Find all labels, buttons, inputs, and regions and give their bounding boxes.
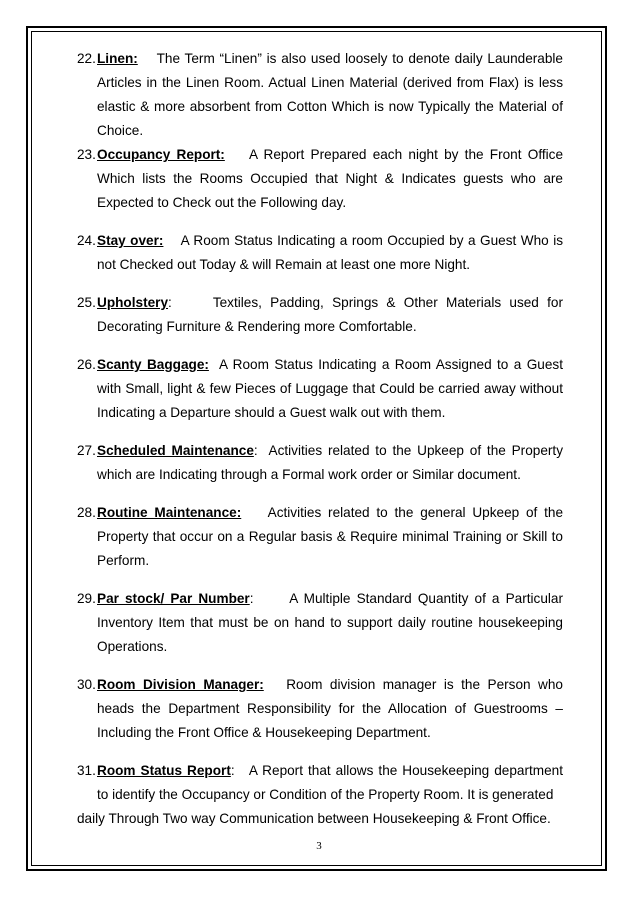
entry-definition-continuation: daily Through Two way Communication between Housekeeping & Front Office. (77, 811, 551, 826)
entry-definition: The Term “Linen” is also used loosely to denote daily Launderable Articles in the Linen Room. Actual Linen Material (derived from Flax) is less elastic & more absorbent from Cotton Which is now Typically the Material of Choice. (97, 51, 563, 138)
entry-term: Routine Maintenance: (97, 505, 242, 520)
entry-definition: A Report that allows the Housekeeping department to identify the Occupancy or Condition of the Property Room. It is generated (97, 763, 563, 802)
glossary-entry-linen (77, 47, 563, 143)
entry-definition: A Multiple Standard Quantity of a Particular Inventory Item that must be on hand to support daily routine housekeeping Operations. (97, 591, 563, 654)
entry-term: Linen: (97, 51, 138, 66)
page-number: 3 (316, 840, 322, 852)
entry-definition: Activities related to the general Upkeep of the Property that occur on a Regular basis & Require minimal Training or Skill to Perform. (97, 505, 563, 568)
entry-number: 23. (77, 147, 96, 162)
entry-term: Room Division Manager: (97, 677, 264, 692)
entry-definition: A Room Status Indicating a room Occupied by a Guest Who is not Checked out Today & will Remain at least one more Night. (97, 233, 564, 272)
entry-definition: A Room Status Indicating a Room Assigned to a Guest with Small, light & few Pieces of Luggage that Could be carried away without Indicating a Departure should a Guest walk out with them. (97, 357, 563, 420)
glossary-entry-room-division-manager (77, 673, 563, 745)
entry-number: 28. (77, 505, 96, 520)
entry-number: 25. (77, 295, 96, 310)
glossary-entry-room-status-report (77, 759, 563, 831)
entry-number: 24. (77, 233, 96, 248)
entry-definition: A Report Prepared each night by the Front Office Which lists the Rooms Occupied that Night & Indicates guests who are Expected to Check out the Following day. (97, 147, 564, 210)
glossary-entry-scanty-baggage (77, 353, 563, 425)
entry-separator: : (230, 763, 235, 778)
entry-separator: : (249, 591, 254, 606)
entry-term: Room Status Report (97, 763, 231, 778)
entry-number: 27. (77, 443, 96, 458)
glossary-entry-par-stock (77, 587, 563, 659)
entry-term: Par stock/ Par Number (97, 591, 250, 606)
entry-number: 22. (77, 51, 96, 66)
entry-number: 26. (77, 357, 96, 372)
entry-term: Scanty Baggage: (97, 357, 209, 372)
entry-number: 31. (77, 763, 96, 778)
glossary-entry-occupancy-report (77, 143, 563, 215)
entry-number: 30. (77, 677, 96, 692)
entry-term: Stay over: (97, 233, 164, 248)
entry-definition: Textiles, Padding, Springs & Other Materials used for Decorating Furniture & Rendering more Comfortable. (97, 295, 563, 334)
glossary-entry-upholstery (77, 291, 563, 339)
glossary-list (77, 47, 563, 831)
glossary-entry-scheduled-maintenance (77, 439, 563, 487)
entry-term: Occupancy Report: (97, 147, 225, 162)
glossary-entry-routine-maintenance (77, 501, 563, 573)
glossary-entry-stay-over (77, 229, 563, 277)
entry-term: Scheduled Maintenance (97, 443, 254, 458)
entry-definition: Room division manager is the Person who heads the Department Responsibility for the Allocation of Guestrooms – Including the Front Office & Housekeeping Department. (97, 677, 563, 740)
entry-number: 29. (77, 591, 96, 606)
entry-separator: : (168, 295, 172, 310)
entry-definition: Activities related to the Upkeep of the Property which are Indicating through a Formal work order or Similar document. (97, 443, 563, 482)
entry-separator: : (253, 443, 258, 458)
entry-term: Upholstery (97, 295, 169, 310)
